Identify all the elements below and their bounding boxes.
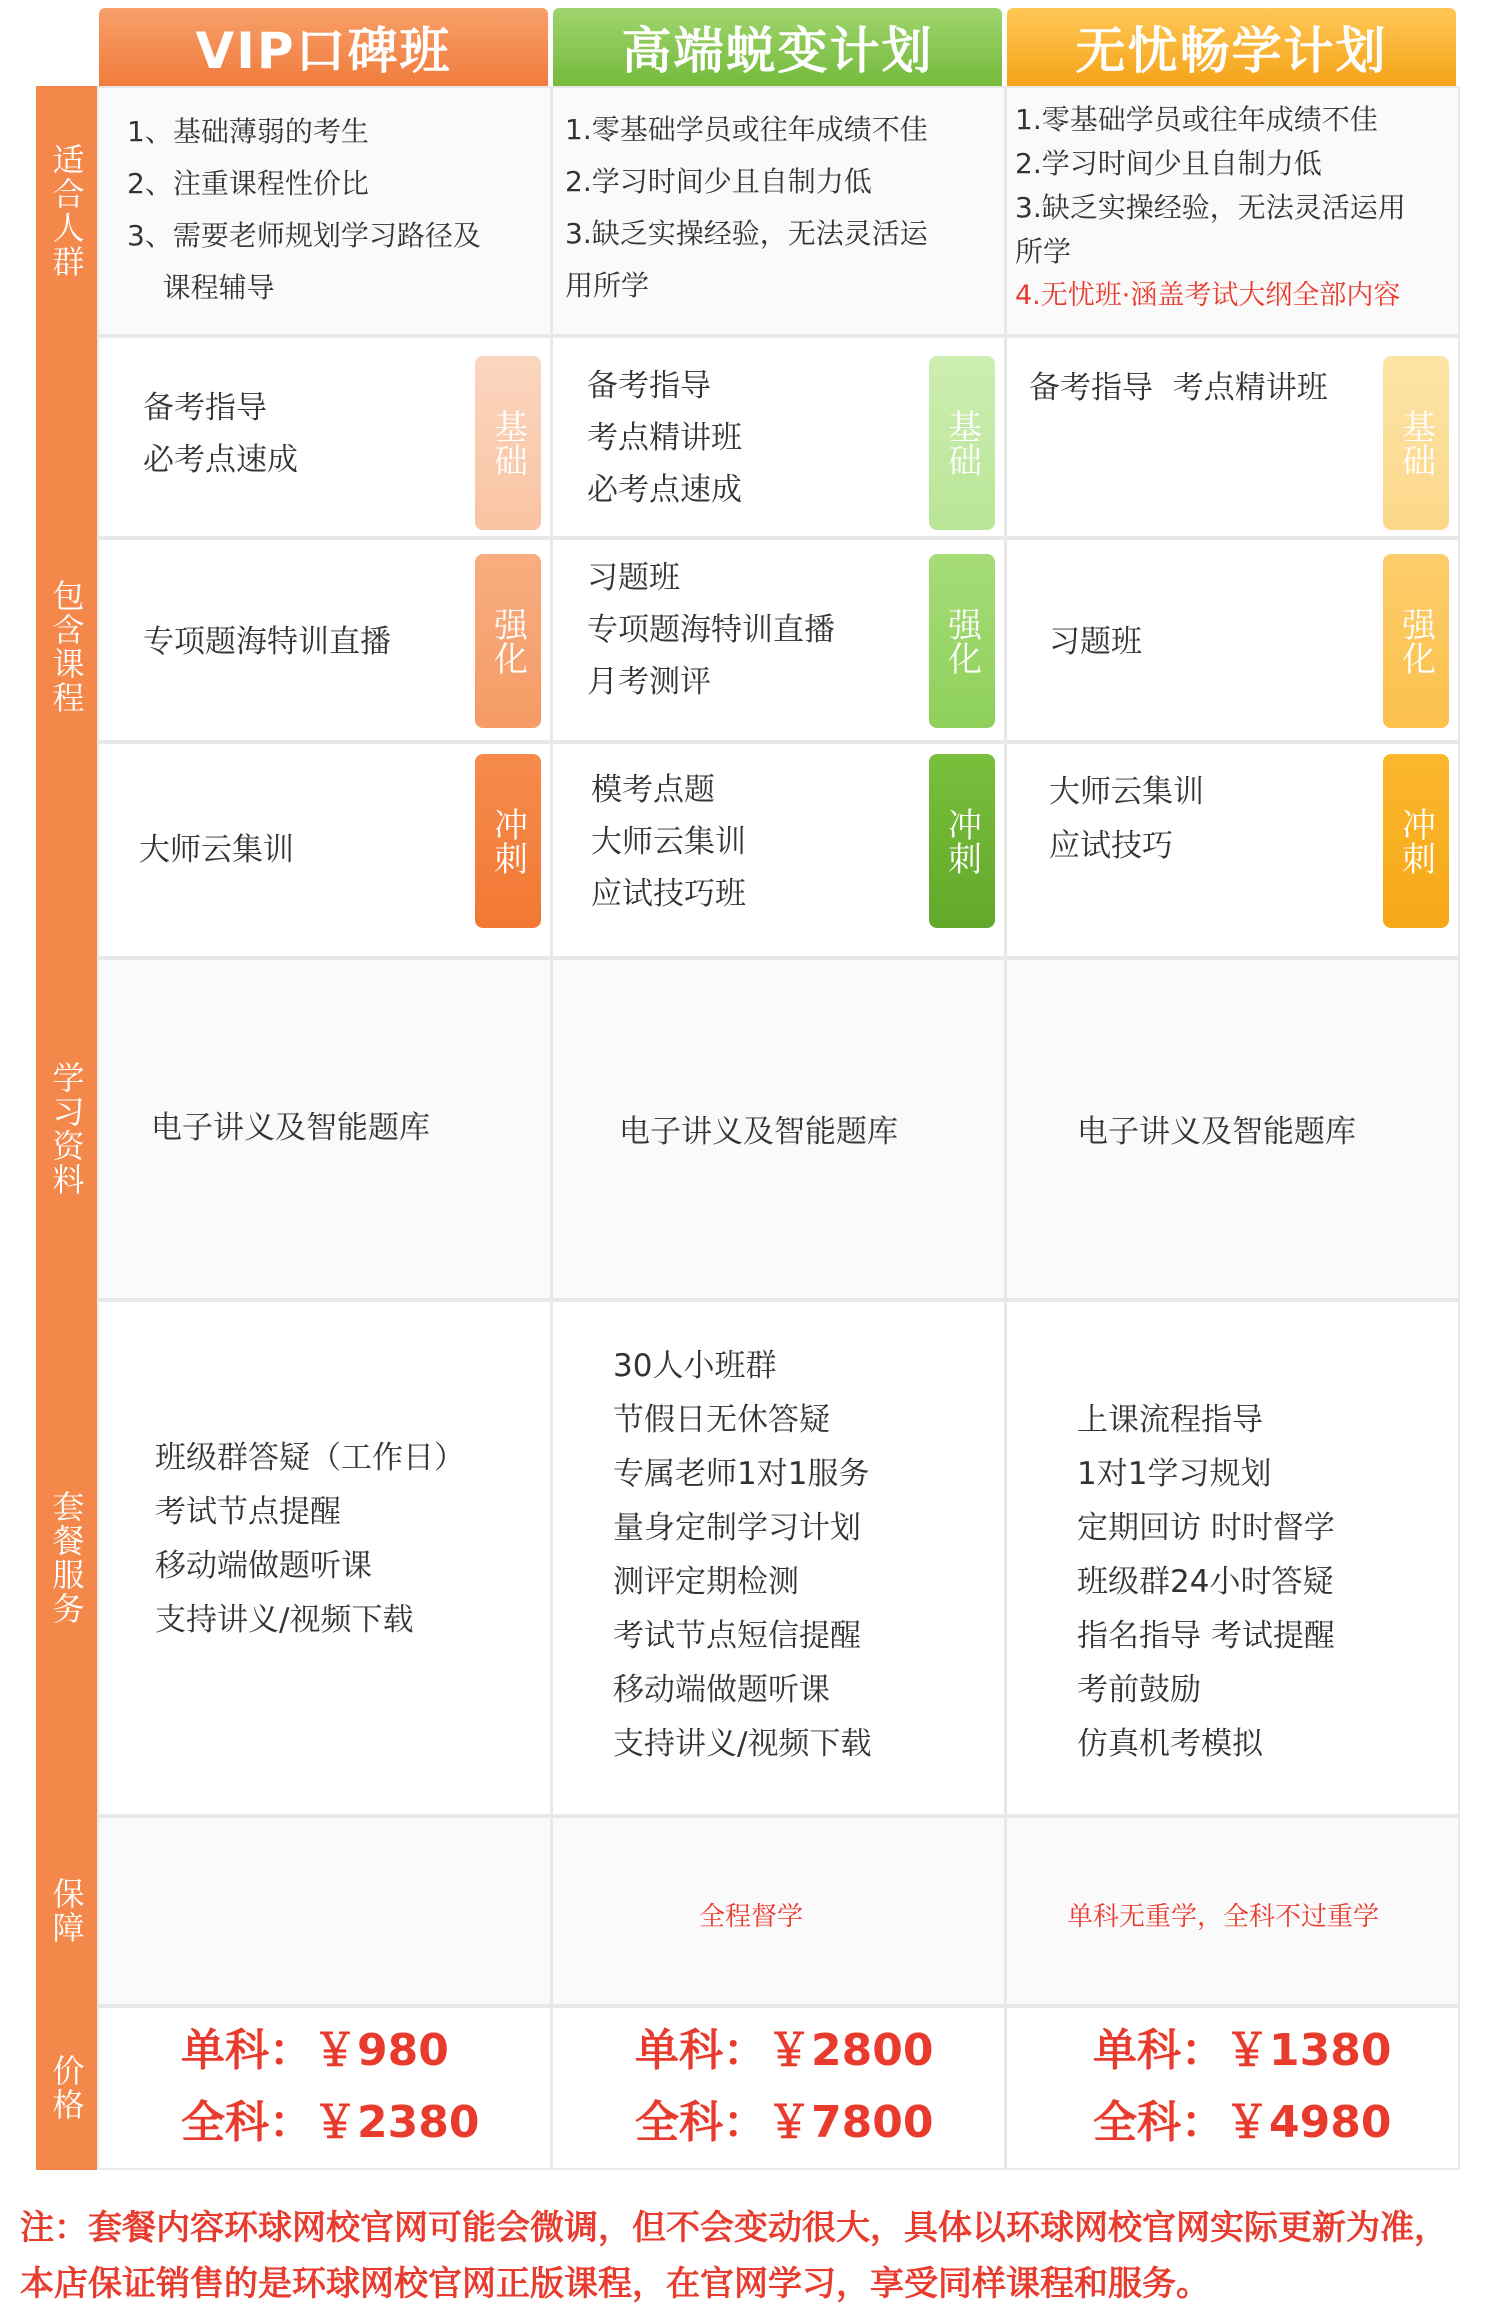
course-item: 大师云集训 [139, 832, 294, 868]
materials-text: 电子讲义及智能题库 [619, 1114, 898, 1150]
price-single: 单科：￥980 [181, 2025, 449, 2076]
price-all: 全科：￥2380 [181, 2097, 480, 2148]
basic-cell-worry-free [1005, 336, 1460, 538]
stage-tag-basic: 基础 [929, 356, 995, 530]
price-single: 单科：￥2800 [635, 2025, 934, 2076]
plan-header-worry-free: 无忧畅学计划 [1007, 8, 1456, 86]
row-label-courses: 包含课程 [36, 336, 97, 958]
services-cell-vip [97, 1300, 552, 1816]
price-all: 全科：￥7800 [635, 2097, 934, 2148]
audience-line: 1、基础薄弱的考生 [127, 115, 369, 148]
service-item: 移动端做题听课 [613, 1672, 830, 1708]
strengthen-cell-worry-free [1005, 538, 1460, 742]
audience-line: 1.零基础学员或往年成绩不佳 [565, 113, 928, 146]
audience-line: 2.学习时间少且自制力低 [1015, 147, 1322, 180]
services-cell-premium [551, 1300, 1006, 1816]
course-item: 专项题海特训直播 [143, 624, 391, 660]
basic-cell-vip [97, 336, 552, 538]
service-item: 1对1学习规划 [1077, 1456, 1272, 1492]
guarantee-cell-premium [551, 1816, 1006, 2006]
audience-line: 3.缺乏实操经验，无法灵活运 [565, 217, 928, 250]
row-label-price: 价格 [36, 2006, 97, 2170]
course-item: 月考测评 [587, 664, 711, 700]
materials-text: 电子讲义及智能题库 [151, 1110, 430, 1146]
course-item: 考点精讲班 [587, 420, 742, 456]
service-item: 考试节点短信提醒 [613, 1618, 861, 1654]
service-item: 30人小班群 [613, 1348, 777, 1384]
course-item: 习题班 [1049, 624, 1142, 660]
guarantee-cell-vip [97, 1816, 552, 2006]
stage-tag-sprint: 冲刺 [1383, 754, 1449, 928]
course-item: 应试技巧 [1049, 828, 1173, 864]
row-label-services: 套餐服务 [36, 1300, 97, 1816]
stage-tag-strengthen: 强化 [1383, 554, 1449, 728]
price-cell-worry-free [1005, 2006, 1460, 2170]
row-label-guarantee: 保障 [36, 1816, 97, 2006]
stage-tag-strengthen: 强化 [929, 554, 995, 728]
course-item: 备考指导 [143, 390, 267, 426]
service-item: 专属老师1对1服务 [613, 1456, 870, 1492]
service-item: 支持讲义/视频下载 [613, 1726, 872, 1762]
service-item: 班级群答疑（工作日） [155, 1440, 465, 1476]
sprint-cell-worry-free [1005, 742, 1460, 958]
course-item: 习题班 [587, 560, 680, 596]
course-item: 专项题海特训直播 [587, 612, 835, 648]
footnote: 注：套餐内容环球网校官网可能会微调，但不会变动很大，具体以环球网校官网实际更新为准，本店保证销售的是环球网校官网正版课程，在官网学习，享受同样课程和服务。 [20, 2208, 1448, 2304]
stage-tag-basic: 基础 [1383, 356, 1449, 530]
basic-cell-premium [551, 336, 1006, 538]
audience-highlight: 4.无忧班·涵盖考试大纲全部内容 [1015, 280, 1401, 311]
materials-cell-worry-free [1005, 958, 1460, 1300]
audience-line: 3、需要老师规划学习路径及 [127, 219, 481, 252]
price-cell-premium [551, 2006, 1006, 2170]
audience-line: 3.缺乏实操经验，无法灵活运用 [1015, 191, 1406, 224]
service-item: 量身定制学习计划 [613, 1510, 861, 1546]
course-item: 必考点速成 [587, 472, 742, 508]
sprint-cell-premium [551, 742, 1006, 958]
price-single: 单科：￥1380 [1093, 2025, 1392, 2076]
service-item: 班级群24小时答疑 [1077, 1564, 1334, 1600]
stage-tag-sprint: 冲刺 [475, 754, 541, 928]
course-item: 应试技巧班 [591, 876, 746, 912]
plan-header-vip: VIP口碑班 [99, 8, 548, 86]
audience-line: 所学 [1015, 235, 1072, 268]
stage-tag-sprint: 冲刺 [929, 754, 995, 928]
service-item: 定期回访 时时督学 [1077, 1510, 1335, 1546]
course-item: 必考点速成 [143, 442, 298, 478]
audience-line: 2.学习时间少且自制力低 [565, 165, 872, 198]
stage-tag-strengthen: 强化 [475, 554, 541, 728]
course-item: 大师云集训 [1049, 774, 1204, 810]
service-item: 支持讲义/视频下载 [155, 1602, 414, 1638]
service-item: 测评定期检测 [613, 1564, 799, 1600]
audience-line: 课程辅导 [127, 271, 275, 304]
audience-line: 1.零基础学员或往年成绩不佳 [1015, 103, 1378, 136]
audience-cell-vip [97, 86, 552, 336]
row-label-audience: 适合人群 [36, 86, 97, 336]
price-cell-vip [97, 2006, 552, 2170]
audience-line: 2、注重课程性价比 [127, 167, 369, 200]
service-item: 移动端做题听课 [155, 1548, 372, 1584]
audience-cell-worry-free [1005, 86, 1460, 336]
service-item: 指名指导 考试提醒 [1077, 1618, 1335, 1654]
course-item: 备考指导 考点精讲班 [1029, 370, 1328, 406]
row-label-materials: 学习资料 [36, 958, 97, 1300]
course-item: 大师云集训 [591, 824, 746, 860]
services-cell-worry-free [1005, 1300, 1460, 1816]
audience-cell-premium [551, 86, 1006, 336]
service-item: 上课流程指导 [1077, 1402, 1263, 1438]
price-all: 全科：￥4980 [1093, 2097, 1392, 2148]
course-item: 备考指导 [587, 368, 711, 404]
stage-tag-basic: 基础 [475, 356, 541, 530]
guarantee-text: 全程督学 [699, 1902, 804, 1932]
guarantee-cell-worry-free [1005, 1816, 1460, 2006]
strengthen-cell-vip [97, 538, 552, 742]
service-item: 考试节点提醒 [155, 1494, 341, 1530]
audience-line: 用所学 [565, 269, 650, 302]
strengthen-cell-premium [551, 538, 1006, 742]
service-item: 节假日无休答疑 [613, 1402, 830, 1438]
course-item: 模考点题 [591, 772, 715, 808]
materials-text: 电子讲义及智能题库 [1077, 1114, 1356, 1150]
materials-cell-vip [97, 958, 552, 1300]
sprint-cell-vip [97, 742, 552, 958]
service-item: 考前鼓励 [1077, 1672, 1201, 1708]
plan-header-premium: 高端蜕变计划 [553, 8, 1002, 86]
guarantee-text: 单科无重学，全科不过重学 [1067, 1902, 1380, 1932]
service-item: 仿真机考模拟 [1077, 1726, 1263, 1762]
materials-cell-premium [551, 958, 1006, 1300]
